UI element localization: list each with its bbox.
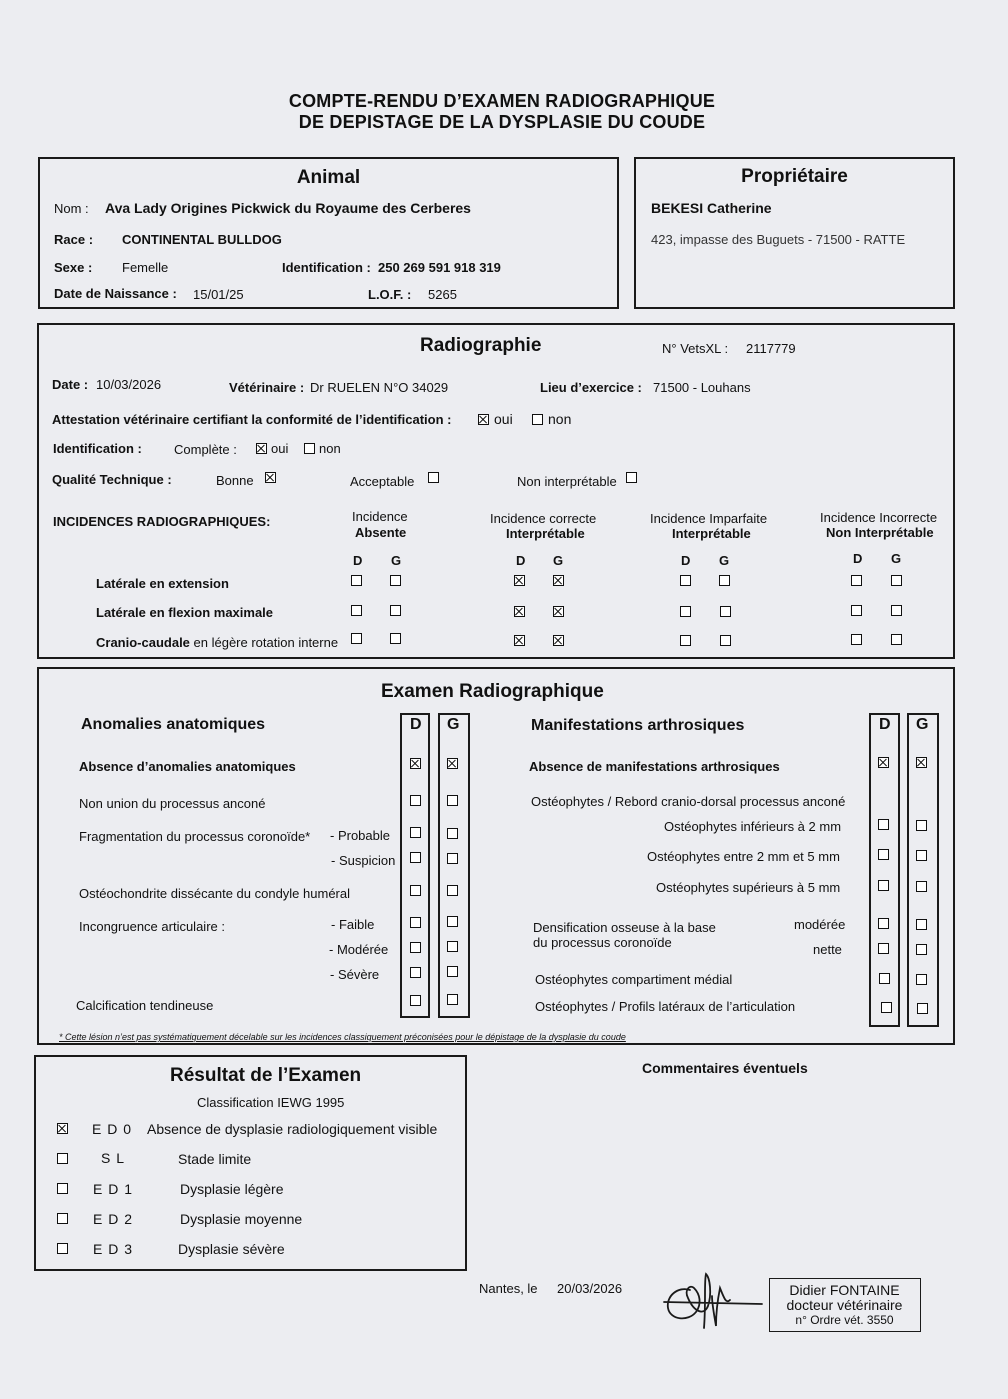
cranio-absente-g-checkbox[interactable] <box>390 633 401 644</box>
incidence-row-laterale-flexion: Latérale en flexion maximale <box>96 605 274 620</box>
footnote: * Cette lésion n’est pas systématiquement décelable sur les incidences classiquement préconisées pour le dépistage de la dysplasie du coude <box>59 1032 626 1042</box>
densification-moderee-label: modérée <box>794 917 846 932</box>
classification-label: Classification IEWG 1995 <box>197 1095 345 1110</box>
qualite-acceptable-label: Acceptable <box>350 474 415 489</box>
ost-inf-d-checkbox[interactable] <box>878 819 889 830</box>
non-union-label: Non union du processus anconé <box>79 796 266 811</box>
incidence-row-cranio-caudale <box>96 635 338 650</box>
osteochondrite-label: Ostéochondrite dissécante du condyle huméral <box>79 886 350 901</box>
animal-lof: 5265 <box>428 287 457 302</box>
osteochondrite-d-checkbox[interactable] <box>410 885 421 896</box>
probable-label: - Probable <box>330 828 390 843</box>
flex-correcte-g-checkbox[interactable] <box>553 606 564 617</box>
naissance-label: Date de Naissance : <box>54 286 177 301</box>
animal-naissance: 15/01/25 <box>193 287 244 302</box>
absence-anomalies-d-checkbox[interactable] <box>410 758 421 769</box>
flex-imparfaite-d-checkbox[interactable] <box>680 606 691 617</box>
handwritten-signature <box>660 1268 770 1334</box>
sexe-label: Sexe : <box>54 260 93 275</box>
ed1-checkbox[interactable] <box>57 1183 68 1194</box>
cranio-imparfaite-d-checkbox[interactable] <box>680 635 691 646</box>
col-correcte-line2: Interprétable <box>506 526 585 541</box>
absence-manif-label: Absence de manifestations arthrosiques <box>529 759 780 774</box>
incidences-label: INCIDENCES RADIOGRAPHIQUES: <box>53 514 271 529</box>
absence-manif-d-checkbox[interactable] <box>878 757 889 768</box>
flex-absente-d-checkbox[interactable] <box>351 605 362 616</box>
g-header: G <box>719 553 730 568</box>
probable-g-checkbox[interactable] <box>447 828 458 839</box>
attestation-oui-label: oui <box>494 411 513 427</box>
stamp-ordre: n° Ordre vét. 3550 <box>795 1313 894 1327</box>
cranio-absente-d-checkbox[interactable] <box>351 633 362 644</box>
col-imparfaite-line1: Incidence Imparfaite <box>650 511 768 526</box>
osteophytes-rebord-label: Ostéophytes / Rebord cranio-dorsal processus anconé <box>531 794 846 809</box>
complete-label: Complète : <box>174 442 237 457</box>
calcification-g-checkbox[interactable] <box>447 994 458 1005</box>
resultat-heading: Résultat de l’Examen <box>170 1065 362 1086</box>
severe-label: - Sévère <box>330 967 380 982</box>
faible-g-checkbox[interactable] <box>447 916 458 927</box>
ext-absente-g-checkbox[interactable] <box>390 575 401 586</box>
signature-date: 20/03/2026 <box>557 1281 623 1296</box>
complete-non-label: non <box>319 441 341 456</box>
animal-heading: Animal <box>296 167 361 188</box>
severe-d-checkbox[interactable] <box>410 967 421 978</box>
proprietaire-section <box>634 157 955 309</box>
ost-sup-d-checkbox[interactable] <box>878 880 889 891</box>
lof-label: L.O.F. : <box>368 287 412 302</box>
cranio-incorrecte-g-checkbox[interactable] <box>891 634 902 645</box>
cranio-caudale-bold: Cranio-caudale <box>96 635 190 650</box>
lieu-label: Lieu d’exercice : <box>540 380 642 395</box>
moderee-d-checkbox[interactable] <box>410 942 421 953</box>
qualite-acceptable-checkbox[interactable] <box>428 472 439 483</box>
attestation-non-label: non <box>548 411 572 427</box>
compartiment-g-checkbox[interactable] <box>916 974 927 985</box>
stamp-name: Didier FONTAINE <box>789 1282 900 1298</box>
moderee-g-checkbox[interactable] <box>447 941 458 952</box>
flex-incorrecte-d-checkbox[interactable] <box>851 605 862 616</box>
absence-manif-g-checkbox[interactable] <box>916 757 927 768</box>
nom-label: Nom : <box>54 201 89 216</box>
ost-sup-g-checkbox[interactable] <box>916 881 927 892</box>
anomalies-g-header: G <box>447 716 460 733</box>
dens-nette-g-checkbox[interactable] <box>916 944 927 955</box>
col-absente-line2: Absente <box>355 525 407 540</box>
anomalies-d-header: D <box>410 716 422 733</box>
complete-non-checkbox[interactable] <box>304 443 315 454</box>
ed0-code: E D 0 <box>92 1121 133 1137</box>
faible-d-checkbox[interactable] <box>410 917 421 928</box>
densification-label-1: Densification osseuse à la base <box>533 920 716 935</box>
identification-check-label: Identification : <box>53 441 142 456</box>
cranio-correcte-d-checkbox[interactable] <box>514 635 525 646</box>
flex-correcte-d-checkbox[interactable] <box>514 606 525 617</box>
ext-correcte-g-checkbox[interactable] <box>553 575 564 586</box>
radiographie-section <box>37 323 955 659</box>
profils-d-checkbox[interactable] <box>881 1002 892 1013</box>
ext-absente-d-checkbox[interactable] <box>351 575 362 586</box>
d-header: D <box>516 553 526 568</box>
ost-inf-label: Ostéophytes inférieurs à 2 mm <box>664 819 842 834</box>
ed0-checkbox[interactable] <box>57 1123 68 1134</box>
radio-date: 10/03/2026 <box>96 377 162 392</box>
compartiment-d-checkbox[interactable] <box>879 973 890 984</box>
compartiment-label: Ostéophytes compartiment médial <box>535 972 733 987</box>
proprietaire-name: BEKESI Catherine <box>651 200 772 216</box>
vetsxl-number: 2117779 <box>746 341 796 356</box>
probable-d-checkbox[interactable] <box>410 827 421 838</box>
animal-race: CONTINENTAL BULLDOG <box>122 232 282 247</box>
ed0-label: Absence de dysplasie radiologiquement visible <box>147 1121 438 1137</box>
sl-checkbox[interactable] <box>57 1153 68 1164</box>
ost-inf-g-checkbox[interactable] <box>916 820 927 831</box>
densification-label-2: du processus coronoïde <box>533 935 672 950</box>
col-correcte-line1: Incidence correcte <box>490 511 597 526</box>
osteochondrite-g-checkbox[interactable] <box>447 885 458 896</box>
g-header: G <box>891 551 902 566</box>
dens-moderee-d-checkbox[interactable] <box>878 918 889 929</box>
complete-oui-checkbox[interactable] <box>256 443 267 454</box>
flex-incorrecte-g-checkbox[interactable] <box>891 605 902 616</box>
incongruence-label: Incongruence articulaire : <box>79 919 225 934</box>
radiographie-heading: Radiographie <box>420 335 542 356</box>
col-imparfaite-line2: Interprétable <box>672 526 751 541</box>
vet-label: Vétérinaire : <box>229 380 305 395</box>
ext-incorrecte-g-checkbox[interactable] <box>891 575 902 586</box>
stamp-box <box>769 1278 921 1332</box>
document-title-line2: DE DEPISTAGE DE LA DYSPLASIE DU COUDE <box>298 112 706 132</box>
vetsxl-label: N° VetsXL : <box>662 341 729 356</box>
fragmentation-label: Fragmentation du processus coronoïde* <box>79 829 311 844</box>
anomalies-heading: Anomalies anatomiques <box>81 716 266 733</box>
proprietaire-address: 423, impasse des Buguets - 71500 - RATTE <box>651 232 906 247</box>
qualite-label: Qualité Technique : <box>52 472 172 487</box>
ost-sup-label: Ostéophytes supérieurs à 5 mm <box>656 880 841 895</box>
manif-d-header: D <box>879 716 891 733</box>
ed3-label: Dysplasie sévère <box>178 1241 285 1257</box>
non-union-g-checkbox[interactable] <box>447 795 458 806</box>
calcification-d-checkbox[interactable] <box>410 995 421 1006</box>
ext-imparfaite-g-checkbox[interactable] <box>719 575 730 586</box>
cranio-imparfaite-g-checkbox[interactable] <box>720 635 731 646</box>
manif-g-header: G <box>916 716 929 733</box>
vet-name: Dr RUELEN N°O 34029 <box>310 380 449 395</box>
document-title-line1: COMPTE-RENDU D’EXAMEN RADIOGRAPHIQUE <box>288 91 716 111</box>
attestation-non-checkbox[interactable] <box>532 414 543 425</box>
g-header: G <box>553 553 564 568</box>
dens-nette-d-checkbox[interactable] <box>878 943 889 954</box>
resultat-section <box>34 1055 467 1271</box>
ed3-code: E D 3 <box>93 1241 134 1257</box>
faible-label: - Faible <box>331 917 375 932</box>
absence-anomalies-label: Absence d’anomalies anatomiques <box>79 759 296 774</box>
absence-anomalies-g-checkbox[interactable] <box>447 758 458 769</box>
ext-imparfaite-d-checkbox[interactable] <box>680 575 691 586</box>
calcification-label: Calcification tendineuse <box>76 998 214 1013</box>
suspicion-label: - Suspicion <box>331 853 396 868</box>
examen-section <box>37 667 955 1045</box>
examen-heading: Examen Radiographique <box>381 681 604 702</box>
col-absente-line1: Incidence <box>352 509 408 524</box>
commentaires-heading: Commentaires éventuels <box>642 1060 808 1076</box>
ed2-checkbox[interactable] <box>57 1213 68 1224</box>
ed2-label: Dysplasie moyenne <box>180 1211 303 1227</box>
dens-moderee-g-checkbox[interactable] <box>916 919 927 930</box>
proprietaire-heading: Propriétaire <box>741 166 848 187</box>
qualite-non-interpretable-checkbox[interactable] <box>626 472 637 483</box>
col-incorrecte-line2: Non Interprétable <box>826 525 934 540</box>
moderee-label: - Modérée <box>329 942 389 957</box>
attestation-oui-checkbox[interactable] <box>478 414 489 425</box>
ost-entre-label: Ostéophytes entre 2 mm et 5 mm <box>647 849 840 864</box>
animal-identification: 250 269 591 918 319 <box>378 260 501 275</box>
non-union-d-checkbox[interactable] <box>410 795 421 806</box>
race-label: Race : <box>54 232 94 247</box>
g-header: G <box>391 553 402 568</box>
cranio-incorrecte-d-checkbox[interactable] <box>851 634 862 645</box>
col-incorrecte-line1: Incidence Incorrecte <box>820 510 938 525</box>
d-header: D <box>681 553 691 568</box>
ost-entre-g-checkbox[interactable] <box>916 850 927 861</box>
d-header: D <box>853 551 863 566</box>
ed3-checkbox[interactable] <box>57 1243 68 1254</box>
manifestations-heading: Manifestations arthrosiques <box>531 717 745 734</box>
suspicion-g-checkbox[interactable] <box>447 853 458 864</box>
cranio-correcte-g-checkbox[interactable] <box>553 635 564 646</box>
profils-label: Ostéophytes / Profils latéraux de l’articulation <box>535 999 796 1014</box>
ed2-code: E D 2 <box>93 1211 134 1227</box>
sl-label: Stade limite <box>178 1151 252 1167</box>
flex-imparfaite-g-checkbox[interactable] <box>720 606 731 617</box>
qualite-bonne-checkbox[interactable] <box>265 472 276 483</box>
suspicion-d-checkbox[interactable] <box>410 852 421 863</box>
ext-correcte-d-checkbox[interactable] <box>514 575 525 586</box>
incidence-row-laterale-extension: Latérale en extension <box>96 576 229 591</box>
complete-oui-label: oui <box>271 441 289 456</box>
lieu-value: 71500 - Louhans <box>653 380 751 395</box>
date-label: Date : <box>52 377 89 392</box>
densification-nette-label: nette <box>813 942 842 957</box>
d-header: D <box>353 553 363 568</box>
attestation-label: Attestation vétérinaire certifiant la conformité de l’identification : <box>52 412 452 427</box>
identification-label: Identification : <box>282 260 371 275</box>
ed1-code: E D 1 <box>93 1181 134 1197</box>
stamp-title: docteur vétérinaire <box>786 1297 903 1313</box>
sl-code: S L <box>101 1150 126 1166</box>
signature-place: Nantes, le <box>479 1281 538 1296</box>
ost-entre-d-checkbox[interactable] <box>878 849 889 860</box>
flex-absente-g-checkbox[interactable] <box>390 605 401 616</box>
ext-incorrecte-d-checkbox[interactable] <box>851 575 862 586</box>
qualite-non-interpretable-label: Non interprétable <box>517 474 617 489</box>
qualite-bonne-label: Bonne <box>216 473 254 488</box>
animal-name: Ava Lady Origines Pickwick du Royaume des Cerberes <box>105 200 471 216</box>
animal-section <box>38 157 619 309</box>
animal-sexe: Femelle <box>122 260 169 275</box>
ed1-label: Dysplasie légère <box>180 1181 284 1197</box>
profils-g-checkbox[interactable] <box>917 1003 928 1014</box>
severe-g-checkbox[interactable] <box>447 966 458 977</box>
cranio-caudale-rest: en légère rotation interne <box>189 635 339 650</box>
